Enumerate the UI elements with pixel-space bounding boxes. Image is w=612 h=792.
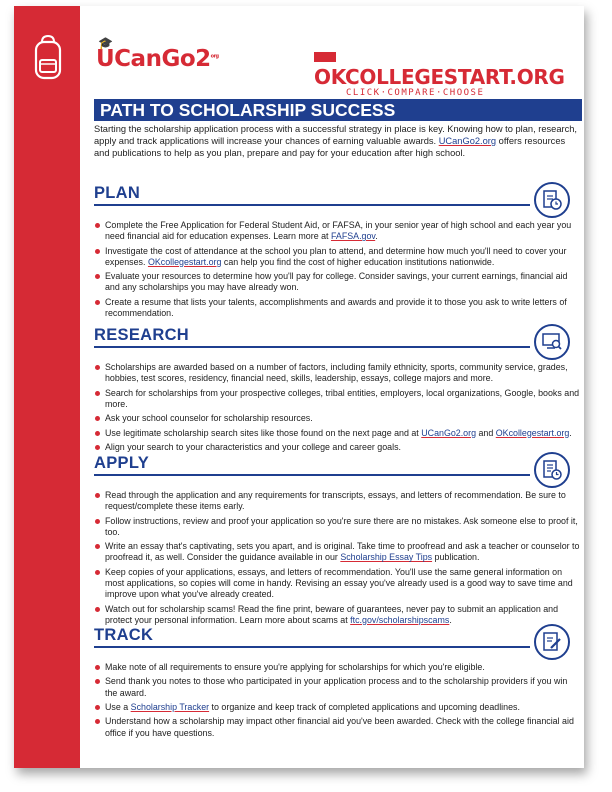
- ucango2-logo: 🎓 $UCanGo2^{org}$: [96, 36, 219, 72]
- list-item: Watch out for scholarship scams! Read the fine print, beware of guarantees, never pay to submit an application and protect your personal information. Learn more about scams at ftc.gov/scholarshipscams.: [94, 604, 580, 626]
- track-heading: TRACK: [94, 626, 154, 644]
- list-item: Make note of all requirements to ensure you're applying for scholarships for which you're eligible.: [94, 662, 580, 673]
- list-item: Write an essay that's captivating, sets you apart, and is original. Take time to proofread and ask a teacher or counselor to proofread it, as well. Consider the guidance available in our Scholarship Essay Tips publication.: [94, 541, 580, 563]
- list-item: Create a resume that lists your talents, accomplishments and awards and provide it to those you ask to write letters of recommendation.: [94, 297, 580, 319]
- backpack-icon: [32, 34, 64, 82]
- list-item: Evaluate your resources to determine how you'll pay for college. Consider savings, your current earnings, financial aid and any scholarships you may have already won.: [94, 271, 580, 293]
- document-page: [14, 6, 584, 768]
- red-sidebar: [14, 6, 80, 768]
- fafsa-link[interactable]: FAFSA.gov: [330, 231, 376, 242]
- list-item: Use a Scholarship Tracker to organize and keep track of completed applications and upcoming deadlines.: [94, 702, 580, 713]
- section-divider: [94, 646, 530, 648]
- ucango2-link[interactable]: UCanGo2.org: [421, 427, 477, 438]
- research-heading: RESEARCH: [94, 326, 189, 344]
- list-item: Send thank you notes to those who participated in your application process and to the scholarship providers if you win the award.: [94, 676, 580, 698]
- graduation-cap-icon: 🎓: [98, 36, 113, 50]
- list-item: Align your search to your characteristics and your college and career goals.: [94, 442, 580, 453]
- track-section: [94, 626, 580, 742]
- checklist-clock-icon: [534, 182, 570, 218]
- application-clock-icon: [534, 452, 570, 488]
- okcollegestart-link[interactable]: OKcollegestart.org: [495, 427, 570, 438]
- essay-tips-link[interactable]: Scholarship Essay Tips: [340, 552, 433, 563]
- document-pencil-icon: [534, 624, 570, 660]
- list-item: Use legitimate scholarship search sites like those found on the next page and at UCanGo2.org and OKcollegestart.org.: [94, 428, 580, 439]
- plan-heading: PLAN: [94, 184, 141, 202]
- list-item: Search for scholarships from your prospective colleges, tribal entities, employers, local organizations, Google, books and more.: [94, 388, 580, 410]
- apply-list: [94, 490, 580, 626]
- research-section: [94, 326, 580, 456]
- section-divider: [94, 474, 530, 476]
- section-divider: [94, 346, 530, 348]
- list-item: Read through the application and any requirements for transcripts, essays, and letters of recommendation. Be sure to request/complete these items early.: [94, 490, 580, 512]
- research-list: [94, 362, 580, 453]
- apply-section: [94, 454, 580, 629]
- list-item: Complete the Free Application for Federal Student Aid, or FAFSA, in your senior year of high school and each year you need financial aid for education expenses. Learn more at FAFSA.gov.: [94, 220, 580, 242]
- section-divider: [94, 204, 530, 206]
- list-item: Keep copies of your applications, essays, and letters of recommendation. You'll use the same general information on most applications, so copies will come in handy. Revising an essay you've already used is a good way to save time and improve upon what you've already created.: [94, 567, 580, 601]
- plan-list: [94, 220, 580, 319]
- ucango2-link[interactable]: UCanGo2.org: [438, 135, 497, 146]
- apply-heading: APPLY: [94, 454, 149, 472]
- list-item: Investigate the cost of attendance at the school you plan to attend, and determine how much you'll need to cover your expenses. OKcollegestart.org can help you find the cost of higher education institutions nationwide.: [94, 246, 580, 268]
- logo-tagline: CLICK·COMPARE·CHOOSE: [346, 88, 485, 98]
- oklahoma-shape-icon: [314, 52, 336, 62]
- page-title: PATH TO SCHOLARSHIP SUCCESS: [94, 99, 582, 121]
- list-item: Follow instructions, review and proof your application so you're sure there are no mistakes. Ask someone else to proof it, too.: [94, 516, 580, 538]
- list-item: Understand how a scholarship may impact other financial aid you've been awarded. Check with the college financial aid office if you have questions.: [94, 716, 580, 738]
- computer-search-icon: [534, 324, 570, 360]
- plan-section: [94, 184, 580, 322]
- okcollegestart-link[interactable]: OKcollegestart.org: [147, 256, 222, 267]
- okcollegestart-logo: OKCOLLEGESTART.ORG CLICK·COMPARE·CHOOSE: [314, 44, 578, 98]
- track-list: [94, 662, 580, 739]
- list-item: Scholarships are awarded based on a number of factors, including family ethnicity, sports, community service, grades, hobbies, test scores, residency, financial need, skills, leadership, essays, college majors and more.: [94, 362, 580, 384]
- intro-paragraph: Starting the scholarship application process with a successful strategy in place is key. Knowing how to plan, research, apply and track applications will increase your chances of earning valuable awards. UCanGo2.org offers resources and publications to help as you plan, prepare and pay for your education after high school.: [94, 124, 577, 158]
- scholarship-tracker-link[interactable]: Scholarship Tracker: [130, 701, 210, 712]
- ftc-scams-link[interactable]: ftc.gov/scholarshipscams: [350, 614, 450, 625]
- list-item: Ask your school counselor for scholarship resources.: [94, 413, 580, 424]
